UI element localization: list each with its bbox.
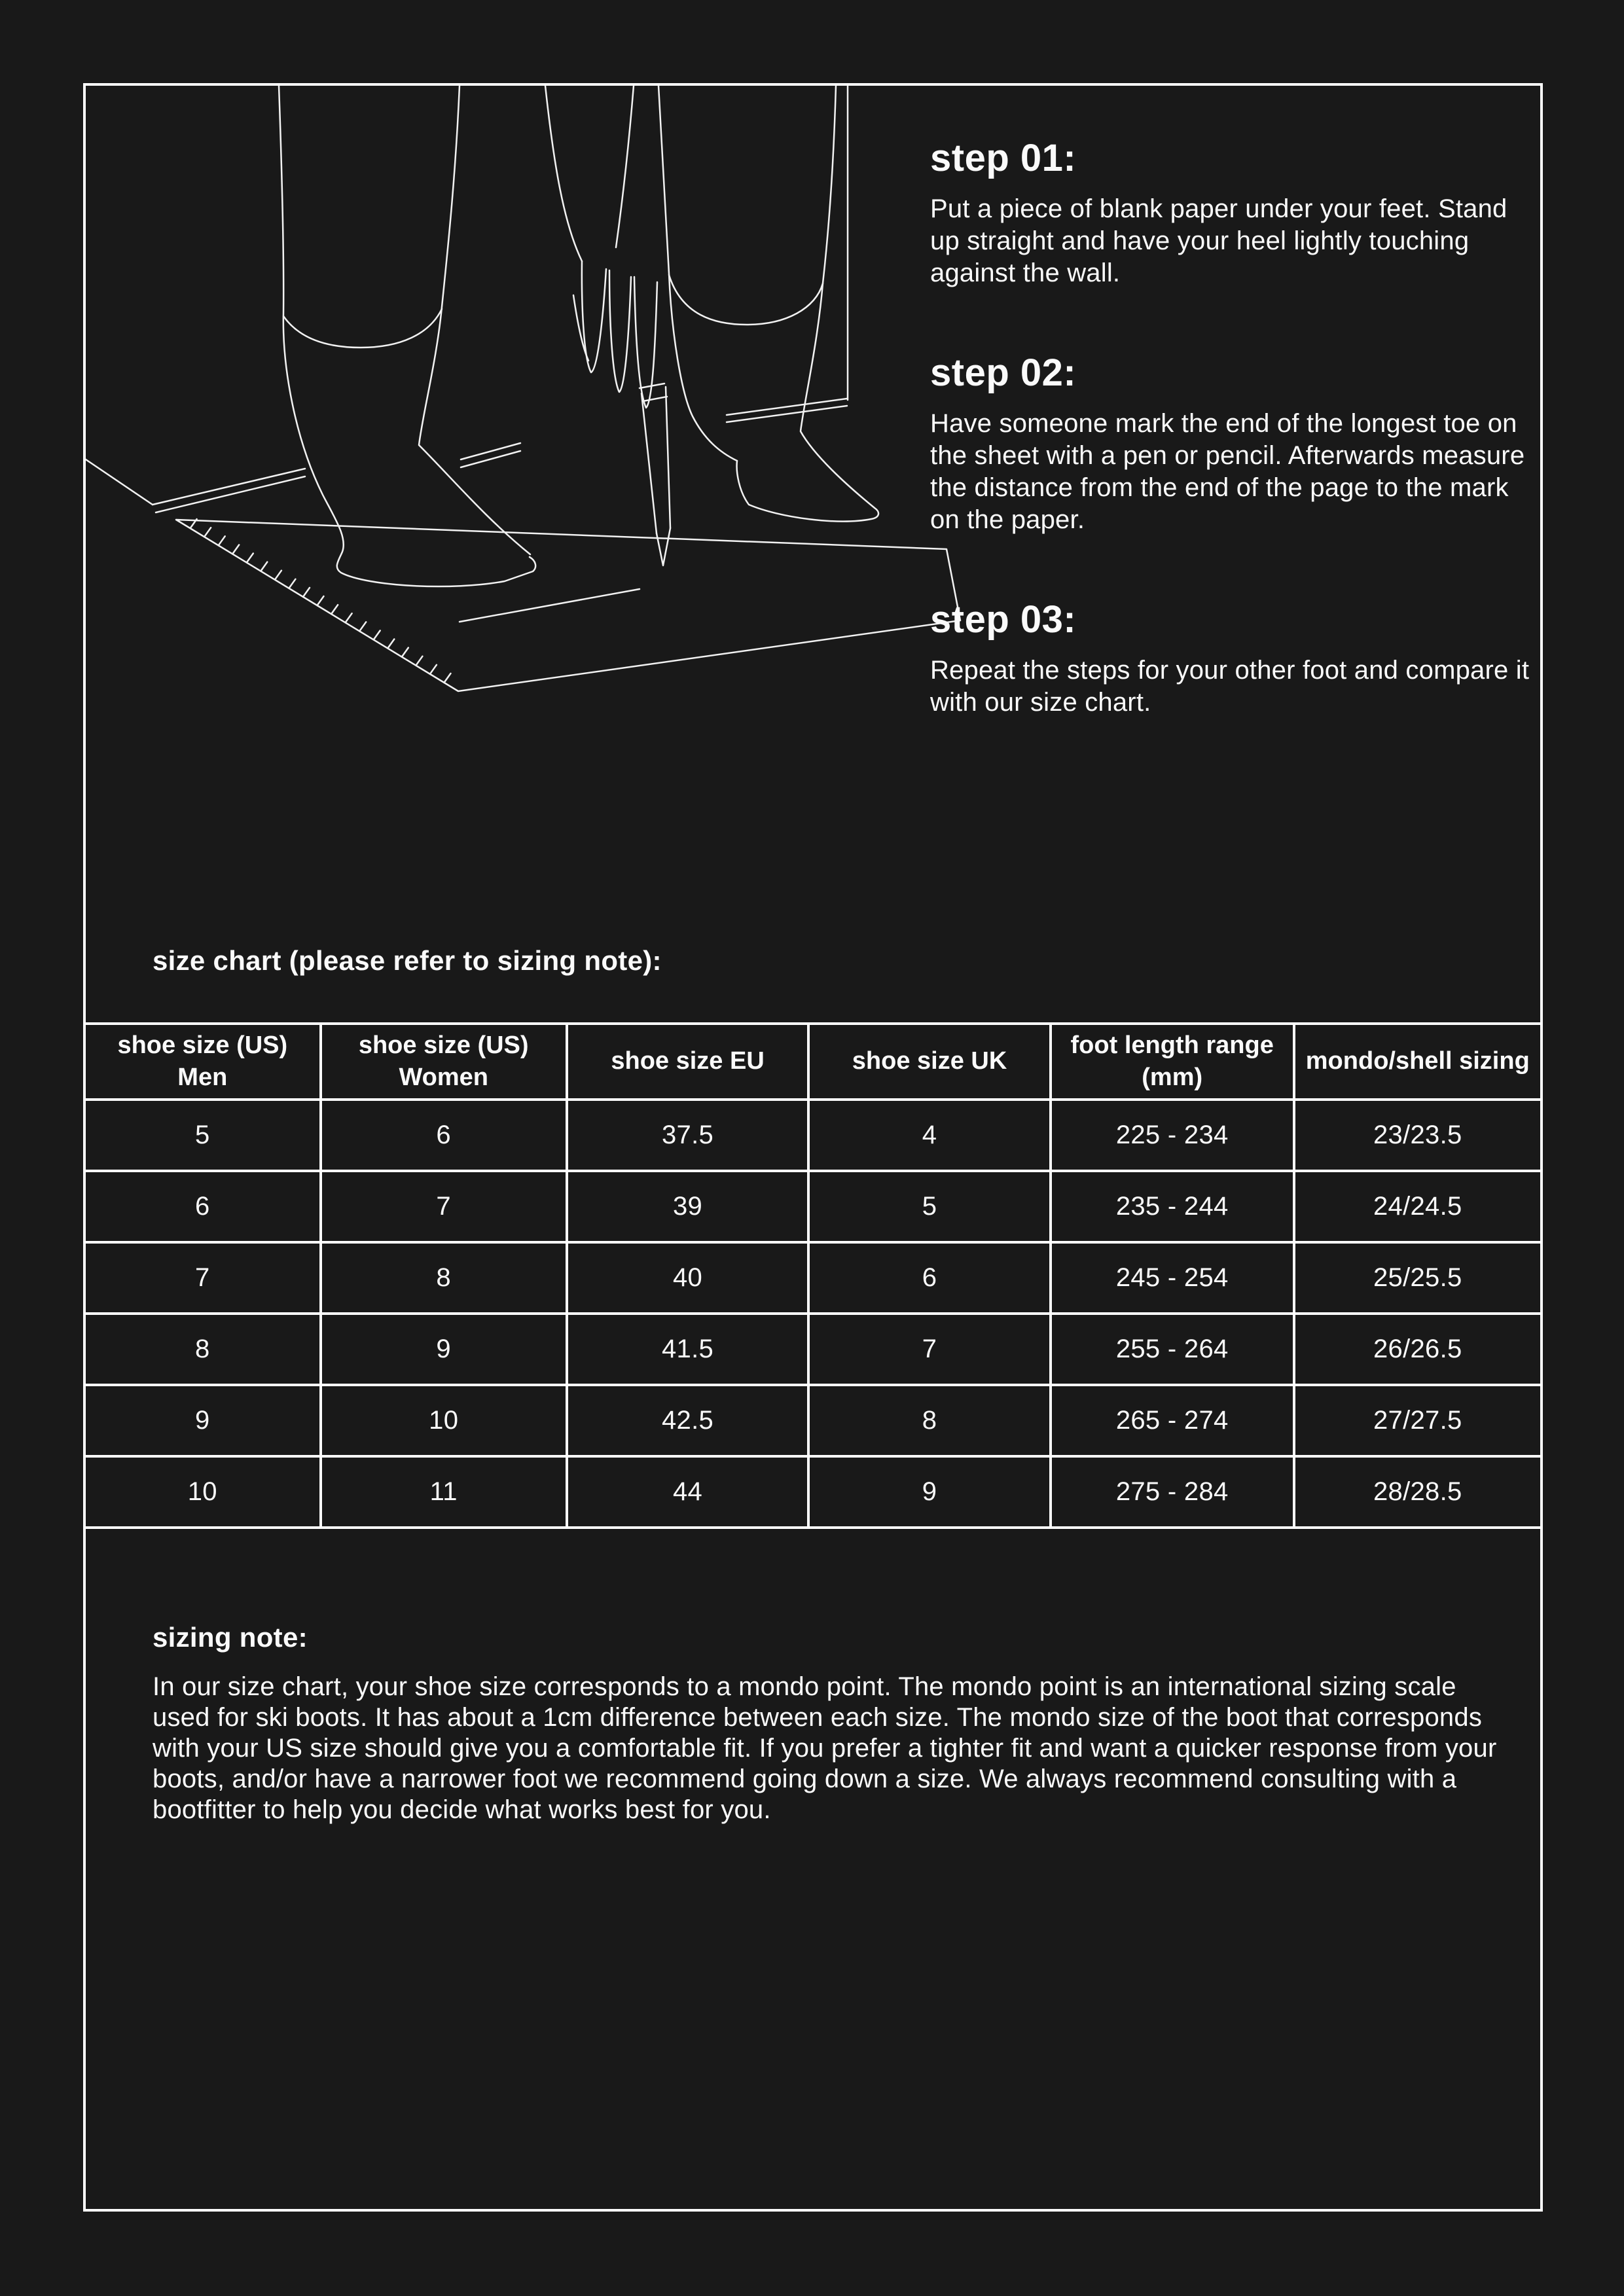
table-row [84, 1242, 1542, 1314]
table-header-row [84, 1024, 1542, 1100]
cell: 235 - 244 [1051, 1171, 1294, 1242]
size-chart-table [83, 1022, 1543, 1529]
cell: 23/23.5 [1294, 1100, 1542, 1171]
cell: 8 [808, 1385, 1051, 1456]
cell: 40 [567, 1242, 809, 1314]
step-02-body: Have someone mark the end of the longest toe on the sheet with a pen or pencil. Afterwards measure the distance from the end of the page to the mark on the paper. [930, 408, 1525, 534]
step-01 [930, 137, 1542, 289]
cell: 6 [84, 1171, 321, 1242]
cell: 5 [808, 1171, 1051, 1242]
step-01-heading: step 01: [930, 137, 1077, 179]
cell: 25/25.5 [1294, 1242, 1542, 1314]
step-01-body: Put a piece of blank paper under your feet. Stand up straight and have your heel lightly touching against the wall. [930, 194, 1507, 287]
cell: 5 [84, 1100, 321, 1171]
cell: 11 [321, 1456, 567, 1528]
cell: 10 [84, 1456, 321, 1528]
instructions-section [930, 137, 1542, 781]
cell: 27/27.5 [1294, 1385, 1542, 1456]
toe-mark-line [460, 589, 640, 622]
ruler-ticks-icon [190, 519, 451, 683]
column-header-eu: shoe size EU [567, 1024, 809, 1100]
column-header-foot-length: foot length range (mm) [1051, 1024, 1294, 1100]
table-row [84, 1314, 1542, 1385]
cell: 255 - 264 [1051, 1314, 1294, 1385]
cell: 8 [84, 1314, 321, 1385]
step-02 [930, 352, 1542, 536]
cell: 9 [321, 1314, 567, 1385]
column-header-mondo: mondo/shell sizing [1294, 1024, 1542, 1100]
sizing-note-body: In our size chart, your shoe size corresponds to a mondo point. The mondo point is an international sizing scale used for ski boots. It has about a 1cm difference between each size. The mondo size of the boot that corresponds with your US size should give you a comfortable fit. If you prefer a tighter fit and want a quicker response from your boots, and/or have a narrower foot we recommend going down a size. We always recommend consulting with a bootfitter to help you decide what works best for you. [153, 1672, 1497, 1824]
column-header-us-men: shoe size (US) Men [84, 1024, 321, 1100]
paper-sheet-icon [176, 519, 960, 691]
cell: 8 [321, 1242, 567, 1314]
cell: 26/26.5 [1294, 1314, 1542, 1385]
sizing-note-section [153, 1622, 1514, 1825]
table-row [84, 1385, 1542, 1456]
hand-icon [545, 86, 657, 408]
step-03 [930, 599, 1542, 719]
cell: 39 [567, 1171, 809, 1242]
cell: 7 [84, 1242, 321, 1314]
cell: 7 [808, 1314, 1051, 1385]
cell: 6 [321, 1100, 567, 1171]
cell: 10 [321, 1385, 567, 1456]
size-chart-title: size chart (please refer to sizing note): [153, 945, 662, 976]
column-header-us-women: shoe size (US) Women [321, 1024, 567, 1100]
sizing-note-heading: sizing note: [153, 1622, 308, 1653]
cell: 245 - 254 [1051, 1242, 1294, 1314]
cell: 7 [321, 1171, 567, 1242]
step-02-heading: step 02: [930, 351, 1077, 394]
left-leg-icon [279, 86, 535, 586]
cell: 265 - 274 [1051, 1385, 1294, 1456]
table-row [84, 1456, 1542, 1528]
foot-measuring-illustration [86, 86, 976, 700]
column-header-uk: shoe size UK [808, 1024, 1051, 1100]
right-leg-icon [659, 86, 878, 522]
cell: 225 - 234 [1051, 1100, 1294, 1171]
step-03-heading: step 03: [930, 598, 1077, 641]
wall-lines-icon [86, 86, 848, 512]
cell: 275 - 284 [1051, 1456, 1294, 1528]
cell: 28/28.5 [1294, 1456, 1542, 1528]
cell: 44 [567, 1456, 809, 1528]
cell: 24/24.5 [1294, 1171, 1542, 1242]
cell: 9 [84, 1385, 321, 1456]
cell: 4 [808, 1100, 1051, 1171]
cell: 37.5 [567, 1100, 809, 1171]
cell: 41.5 [567, 1314, 809, 1385]
cell: 6 [808, 1242, 1051, 1314]
step-03-body: Repeat the steps for your other foot and compare it with our size chart. [930, 655, 1530, 717]
table-row [84, 1171, 1542, 1242]
cell: 9 [808, 1456, 1051, 1528]
cell: 42.5 [567, 1385, 809, 1456]
table-row [84, 1100, 1542, 1171]
